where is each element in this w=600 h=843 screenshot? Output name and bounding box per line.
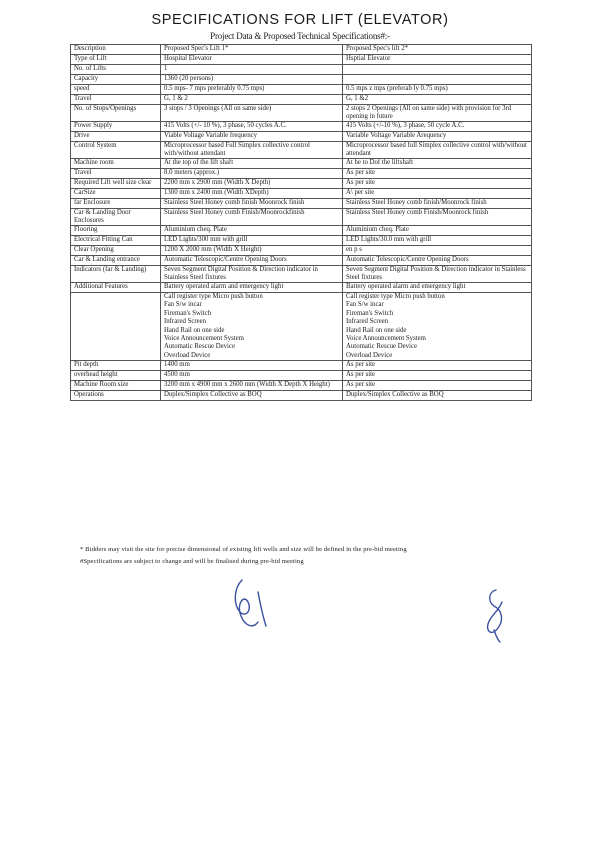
row-label: CarSize xyxy=(71,189,161,199)
row-label: Capacity xyxy=(71,75,161,85)
table-row xyxy=(71,75,532,85)
table-row xyxy=(71,142,532,159)
row-label: Type of Lift xyxy=(71,55,161,65)
table-row xyxy=(71,246,532,256)
lift1-value: Microprocessor based Full Simplex collective control with/without attendant xyxy=(161,142,343,159)
lift2-value: As per site xyxy=(343,179,532,189)
row-label: No. of Lifts xyxy=(71,65,161,75)
feature-item: Automatic Rescue Device xyxy=(164,343,235,351)
lift1-value: Automatic Telescopic/Centre Opening Doors xyxy=(161,256,343,266)
lift2-value: Hsptial Elevator xyxy=(343,55,532,65)
lift2-value: At he to Dof the liftshaft xyxy=(343,159,532,169)
lift2-value: Aluminium cheq. Plate xyxy=(343,226,532,236)
lift2-value: Stainless Steel Honey comb finish/Moonrock finish xyxy=(343,199,532,209)
row-label: Control System xyxy=(71,142,161,159)
lift1-value: Duplex/Simplex Collective as BOQ xyxy=(161,391,343,401)
lift2-value: As per site xyxy=(343,381,532,391)
lift2-value: Battery operated alarm and emergency light xyxy=(343,283,532,293)
table-row xyxy=(71,159,532,169)
row-label: Travel xyxy=(71,169,161,179)
lift1-value: 3200 mm x 4900 mm x 2600 mm (Width X Depth X Height) xyxy=(161,381,343,391)
table-row xyxy=(71,122,532,132)
row-label: Car & Landing Door Enclosures xyxy=(71,209,161,226)
lift2-value xyxy=(343,75,532,85)
bidders-note: * Bidders may visit the site for precise dimensional of existing lift wells and size will be defined in the pre-bid meeting xyxy=(80,546,407,553)
row-label-empty xyxy=(71,293,161,361)
lift2-value: Automatic Telescopic/Centre Opening Doors xyxy=(343,256,532,266)
lift1-value: Stainless Steel Honey comb finish Moonrock finish xyxy=(161,199,343,209)
document-title: SPECIFICATIONS FOR LIFT (ELEVATOR) xyxy=(151,12,449,28)
table-row xyxy=(71,105,532,122)
lift1-value: Proposed Spec's Lift 1* xyxy=(161,45,343,55)
lift2-value: LED Lights/30.0 mm with grill xyxy=(343,236,532,246)
table-row xyxy=(71,169,532,179)
signature-left-icon xyxy=(228,574,276,638)
lift1-value: Battery operated alarm and emergency light xyxy=(161,283,343,293)
lift1-value: 1300 mm x 2400 mm (Width XDepth) xyxy=(161,189,343,199)
row-label: far Enclosure xyxy=(71,199,161,209)
row-label: Description xyxy=(71,45,161,55)
lift1-value: LED Lights/300 mm with grill xyxy=(161,236,343,246)
lift1-value: 1 xyxy=(161,65,343,75)
feature-item: Hand Rail on one side xyxy=(346,326,407,334)
lift2-value: Stainless Steel Honey comb Finish/Moonrock finish xyxy=(343,209,532,226)
lift2-value: As per site xyxy=(343,361,532,371)
feature-item: Fan S/w incar xyxy=(164,301,202,309)
feature-item: Voice Announcement System xyxy=(164,335,244,343)
lift2-value: 2 stops 2 Openings (All on same side) with provision for 3rd opening in future xyxy=(343,105,532,122)
table-row xyxy=(71,371,532,381)
lift2-value: G, 1 &2 xyxy=(343,95,532,105)
row-label: speed xyxy=(71,85,161,95)
table-row xyxy=(71,132,532,142)
lift1-value: G, 1 & 2 xyxy=(161,95,343,105)
row-label: Drive xyxy=(71,132,161,142)
lift2-value: As per site xyxy=(343,169,532,179)
row-label: Machine room xyxy=(71,159,161,169)
lift2-value xyxy=(343,65,532,75)
lift1-value: At the top of the lift shaft xyxy=(161,159,343,169)
table-row xyxy=(71,391,532,401)
feature-item: Call register type Micro push button xyxy=(346,293,445,300)
lift2-value: 0.5 mps z mps (preferab ly 0.75 mps) xyxy=(343,85,532,95)
feature-item: Call register type Micro push button xyxy=(164,293,263,300)
table-row xyxy=(71,283,532,293)
table-row xyxy=(71,85,532,95)
row-label: Clear Opening xyxy=(71,246,161,256)
spec-table xyxy=(70,44,532,401)
lift2-features xyxy=(343,293,532,361)
row-label: Flooring xyxy=(71,226,161,236)
features-row xyxy=(71,293,532,361)
lift1-value: Aluminium cheq. Plate xyxy=(161,226,343,236)
lift2-value: Variable Voltage Variable Arequency xyxy=(343,132,532,142)
row-label: Pit depth xyxy=(71,361,161,371)
lift2-value: As per site xyxy=(343,371,532,381)
row-label: Additional Features xyxy=(71,283,161,293)
lift1-value: Viable Voltage Variable frequency xyxy=(161,132,343,142)
table-row xyxy=(71,381,532,391)
feature-item: Overload Device xyxy=(346,351,393,359)
table-row xyxy=(71,266,532,283)
row-label: No. of Stops/Openings xyxy=(71,105,161,122)
lift1-value: 1360 (20 persons) xyxy=(161,75,343,85)
feature-item: Infrared Screen xyxy=(346,318,389,326)
lift1-value: 2200 mm x 2900 mm (Width X Depth) xyxy=(161,179,343,189)
row-label: Car & Landing entrance xyxy=(71,256,161,266)
table-row xyxy=(71,65,532,75)
lift1-value: 0.5 mps- 7 mps preferably 0.75 mps) xyxy=(161,85,343,95)
row-label: Electrical Fitting Can xyxy=(71,236,161,246)
feature-item: Fan S/w incar xyxy=(346,301,384,309)
row-label: Machine Room size xyxy=(71,381,161,391)
lift1-value: 4500 mm xyxy=(161,371,343,381)
lift2-value: Proposed Spec's lift 2* xyxy=(343,45,532,55)
document-subtitle: Project Data & Proposed Technical Specifications#:- xyxy=(210,31,390,41)
feature-item: Infrared Screen xyxy=(164,318,207,326)
lift2-value: en p s xyxy=(343,246,532,256)
row-label: Operations xyxy=(71,391,161,401)
lift1-value: Hospital Elevator xyxy=(161,55,343,65)
lift1-value: 8.0 meters (approx.) xyxy=(161,169,343,179)
signature-right-icon xyxy=(480,586,512,644)
table-row xyxy=(71,199,532,209)
table-row xyxy=(71,226,532,236)
lift1-value: 1200 X 2000 mm (Width X Height) xyxy=(161,246,343,256)
row-label: overhead height xyxy=(71,371,161,381)
feature-item: Automatic Rescue Device xyxy=(346,343,417,351)
lift1-value: Seven Segment Digital Position & Direction indicator in Stainless Steel fixtures xyxy=(161,266,343,283)
lift1-features xyxy=(161,293,343,361)
table-row xyxy=(71,179,532,189)
lift2-value: Microprocessor based full Simplex collective control with/without attendant xyxy=(343,142,532,159)
row-label: Power Supply xyxy=(71,122,161,132)
feature-item: Fireman's Switch xyxy=(164,309,212,317)
table-row xyxy=(71,189,532,199)
feature-item: Voice Announcement System xyxy=(346,335,426,343)
lift1-value: 415 Volts (+/- 10 %), 3 phase, 50 cycles A.C. xyxy=(161,122,343,132)
table-row xyxy=(71,256,532,266)
specifications-note: #Specifications are subject to change and will be finalised during pre-bid meeting xyxy=(80,558,304,565)
lift1-value: 1400 mm xyxy=(161,361,343,371)
lift2-value: 415 Volts (+/-10 %), 3 phase, 50 cycle A.C. xyxy=(343,122,532,132)
table-row xyxy=(71,209,532,226)
feature-item: Fireman's Switch xyxy=(346,309,394,317)
lift2-value: Duplex/Simplex Collective as BOQ xyxy=(343,391,532,401)
feature-item: Hand Rail on one side xyxy=(164,326,225,334)
row-label: Indicators (far & Landing) xyxy=(71,266,161,283)
lift2-value: Seven Segment Digital Position & Direction indicator in Stainless Steel fixtures xyxy=(343,266,532,283)
table-row xyxy=(71,236,532,246)
table-row xyxy=(71,95,532,105)
lift1-value: Stainless Steel Honey comb Finish/Moonrockfinish xyxy=(161,209,343,226)
feature-item: Overload Device xyxy=(164,351,211,359)
table-row xyxy=(71,361,532,371)
lift2-value: A\ per site xyxy=(343,189,532,199)
row-label: Required Lift well size clear xyxy=(71,179,161,189)
table-row xyxy=(71,55,532,65)
table-row xyxy=(71,45,532,55)
lift1-value: 3 stops / 3 Openings (All on same side) xyxy=(161,105,343,122)
row-label: Travel xyxy=(71,95,161,105)
